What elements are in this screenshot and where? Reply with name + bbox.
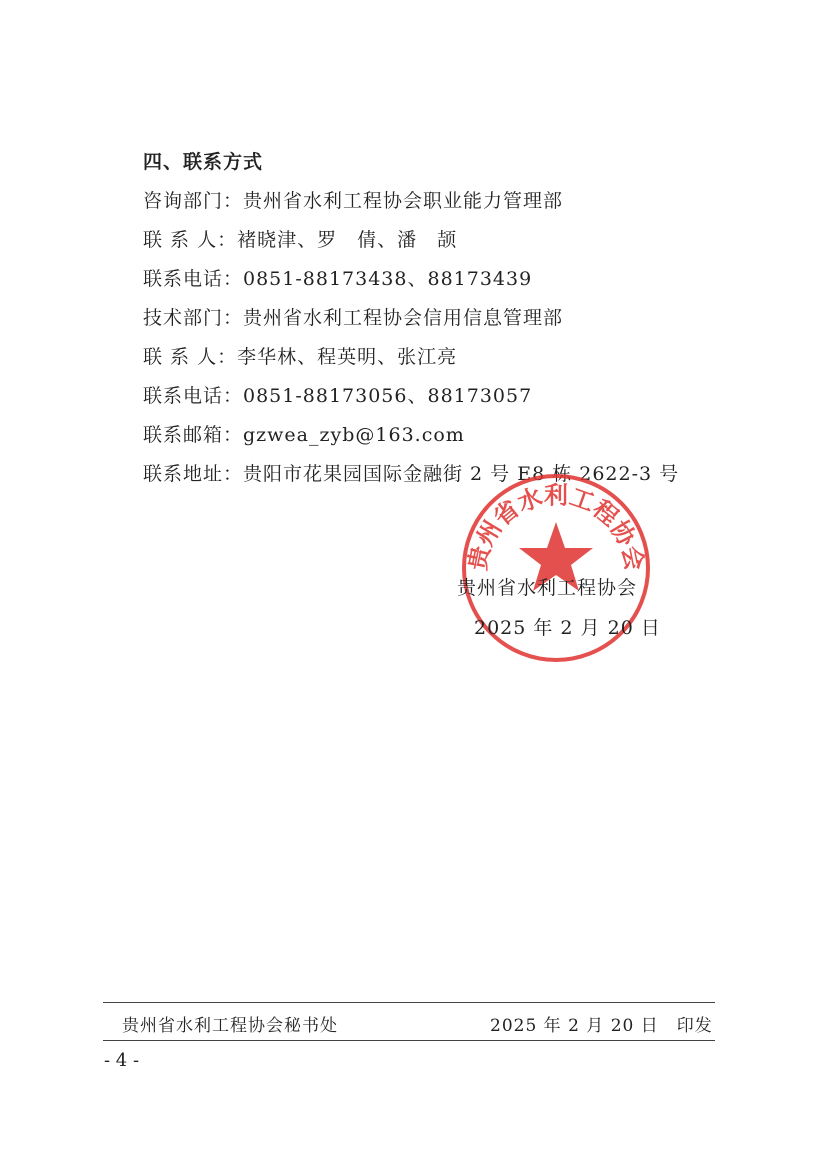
tech-phone-line: 联系电话：0851-88173056、88173057 bbox=[143, 385, 533, 407]
page-number: - 4 - bbox=[104, 1050, 140, 1071]
footer-top-rule bbox=[103, 1002, 715, 1003]
consult-contact-line: 联 系 人：褚晓津、罗 倩、潘 颉 bbox=[143, 229, 458, 251]
footer-bottom-rule bbox=[103, 1040, 715, 1041]
seal-text: 贵州省水利工程协会 bbox=[463, 481, 649, 573]
tech-dept-line: 技术部门：贵州省水利工程协会信用信息管理部 bbox=[143, 307, 564, 329]
consult-phone-line: 联系电话：0851-88173438、88173439 bbox=[143, 268, 533, 290]
signature-org: 贵州省水利工程协会 bbox=[457, 577, 638, 599]
signature-date: 2025 年 2 月 20 日 bbox=[474, 617, 661, 639]
contact-address-line: 联系地址：贵阳市花果园国际金融街 2 号 E8 栋 2622-3 号 bbox=[143, 463, 680, 485]
footer-issue-date: 2025 年 2 月 20 日 印发 bbox=[490, 1016, 713, 1036]
footer-issuer: 贵州省水利工程协会秘书处 bbox=[122, 1016, 338, 1036]
contact-email-line: 联系邮箱：gzwea_zyb@163.com bbox=[143, 424, 465, 446]
section-heading: 四、联系方式 bbox=[143, 151, 264, 173]
tech-contact-line: 联 系 人：李华林、程英明、张江亮 bbox=[143, 346, 458, 368]
consult-dept-line: 咨询部门：贵州省水利工程协会职业能力管理部 bbox=[143, 190, 564, 212]
